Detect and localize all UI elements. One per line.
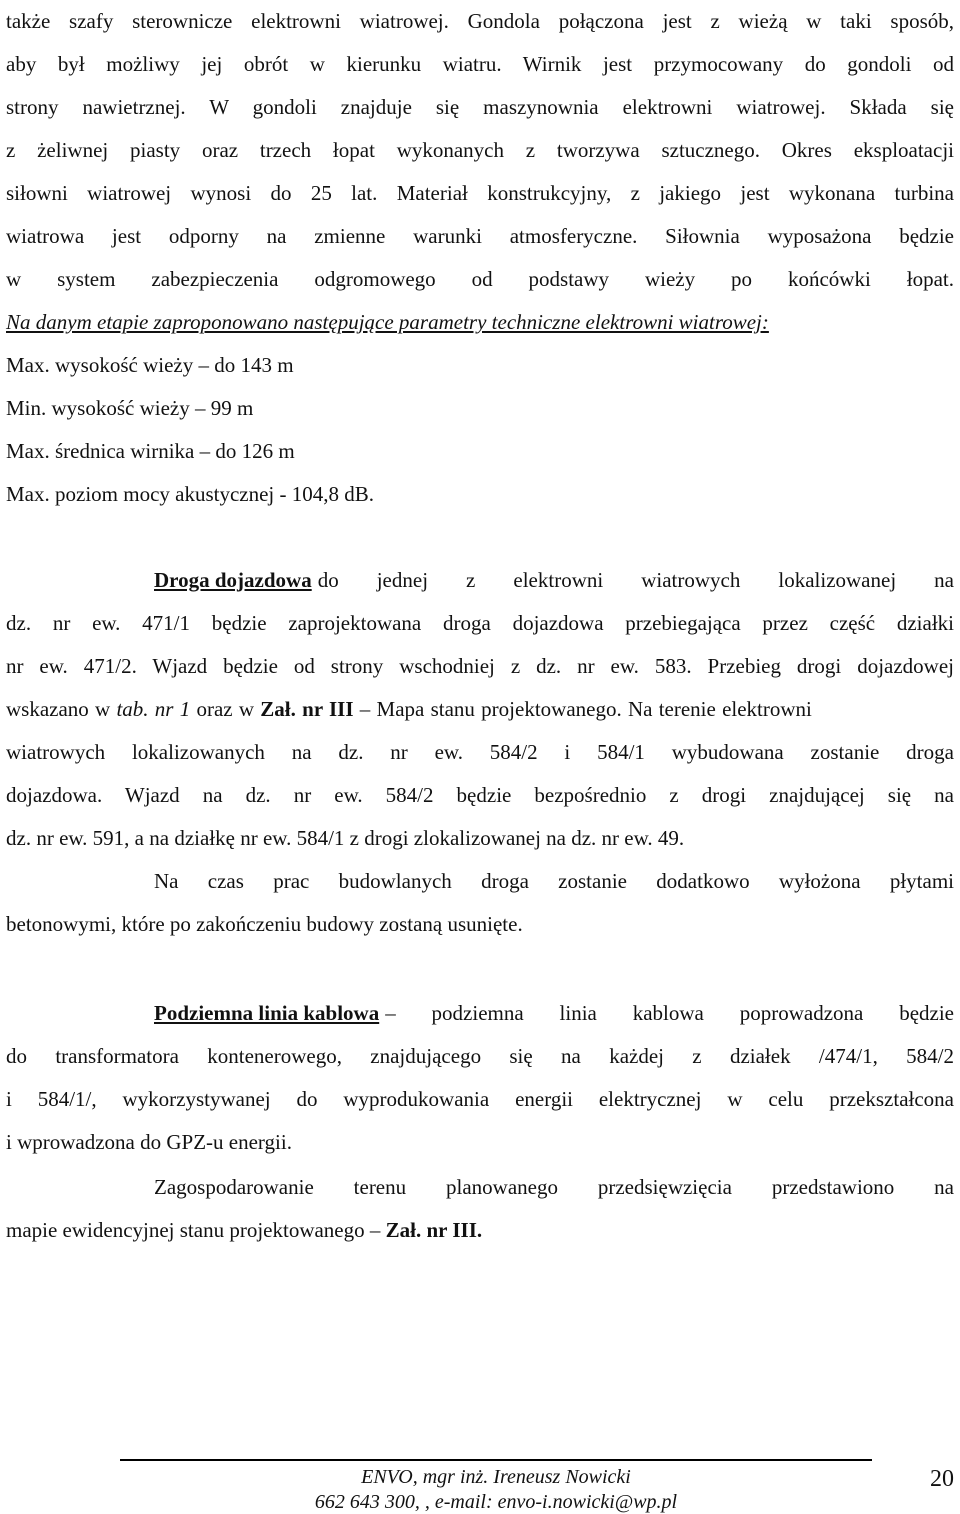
road-reference-line: wskazano w tab. nr 1 oraz w Zał. nr III – Mapa stanu projektowanego. Na terenie elektrowni: [6, 697, 812, 721]
text-line: siłowni wiatrowej wynosi do 25 lat. Materiał konstrukcyjny, z jakiego jest wykonana turbina: [6, 181, 954, 205]
text-line: Na czas prac budowlanych droga zostanie dodatkowo wyłożona płytami: [154, 869, 954, 893]
param-max-tower-height: Max. wysokość wieży – do 143 m: [6, 353, 294, 377]
footer-author: ENVO, mgr inż. Ireneusz Nowicki: [361, 1466, 631, 1488]
text-line: dz. nr ew. 591, a na działkę nr ew. 584/1 z drogi zlokalizowanej na dz. nr ew. 49.: [6, 826, 685, 850]
table-reference: tab. nr 1: [116, 697, 191, 721]
text-line: i wprowadzona do GPZ-u energii.: [6, 1130, 292, 1154]
param-rotor-diameter: Max. średnica wirnika – do 126 m: [6, 439, 295, 463]
text-line: z żeliwnej piasty oraz trzech łopat wykonanych z tworzywa sztucznego. Okres eksploatacji: [6, 138, 954, 162]
text-line: betonowymi, które po zakończeniu budowy zostaną usunięte.: [6, 912, 523, 936]
text-line: także szafy sterownicze elektrowni wiatrowej. Gondola połączona jest z wieżą w taki sposób,: [6, 9, 954, 33]
text-line: aby był możliwy jej obrót w kierunku wiatru. Wirnik jest przymocowany do gondoli od: [6, 52, 954, 76]
param-sound-power: Max. poziom mocy akustycznej - 104,8 dB.: [6, 482, 375, 506]
text-line: dz. nr ew. 471/1 będzie zaprojektowana droga dojazdowa przebiegająca przez część działki: [6, 611, 954, 635]
text-line: Zagospodarowanie terenu planowanego przedsięwzięcia przedstawiono na: [154, 1175, 954, 1199]
text-line: do transformatora kontenerowego, znajdującego się na każdej z działek /474/1, 584/2: [6, 1044, 954, 1068]
road-heading-text: do jednej z elektrowni wiatrowych lokalizowanej na: [317, 568, 954, 592]
cable-heading-text: – podziemna linia kablowa poprowadzona będzie: [385, 1001, 954, 1025]
text-line: mapie ewidencyjnej stanu projektowanego – Zał. nr III.: [6, 1218, 483, 1242]
annex-reference: Zał. nr III: [260, 697, 354, 721]
text-line: dojazdowa. Wjazd na dz. nr ew. 584/2 będzie bezpośrednio z drogi znajdującej się na: [6, 783, 954, 807]
param-min-tower-height: Min. wysokość wieży – 99 m: [6, 396, 254, 420]
cable-heading-line: [154, 998, 954, 1028]
text-line: nr ew. 471/2. Wjazd będzie od strony wschodniej z dz. nr ew. 583. Przebieg drogi dojazdowej: [6, 654, 954, 678]
text-line: strony nawietrznej. W gondoli znajduje się maszynownia elektrowni wiatrowej. Składa się: [6, 95, 954, 119]
text-line: wiatrowa jest odporny na zmienne warunki atmosferyczne. Siłownia wyposażona będzie: [6, 224, 954, 248]
footer-divider: [120, 1459, 872, 1461]
parameters-intro: Na danym etapie zaproponowano następujące parametry techniczne elektrowni wiatrowej:: [6, 310, 769, 334]
text-line: wiatrowych lokalizowanych na dz. nr ew. 584/2 i 584/1 wybudowana zostanie droga: [6, 740, 954, 764]
annex-reference: Zał. nr III.: [385, 1218, 483, 1242]
text-line: w system zabezpieczenia odgromowego od podstawy wieży po końcówki łopat.: [6, 267, 954, 291]
text-line: i 584/1/, wykorzystywanej do wyprodukowania energii elektrycznej w celu przekształcona: [6, 1087, 954, 1111]
cable-section-title: Podziemna linia kablowa: [154, 1001, 380, 1025]
road-heading-line: [154, 565, 954, 595]
page-number: 20: [930, 1466, 954, 1492]
road-section-title: Droga dojazdowa: [154, 568, 312, 592]
footer-contact: 662 643 300, , e-mail: envo-i.nowicki@wp.pl: [314, 1491, 678, 1513]
